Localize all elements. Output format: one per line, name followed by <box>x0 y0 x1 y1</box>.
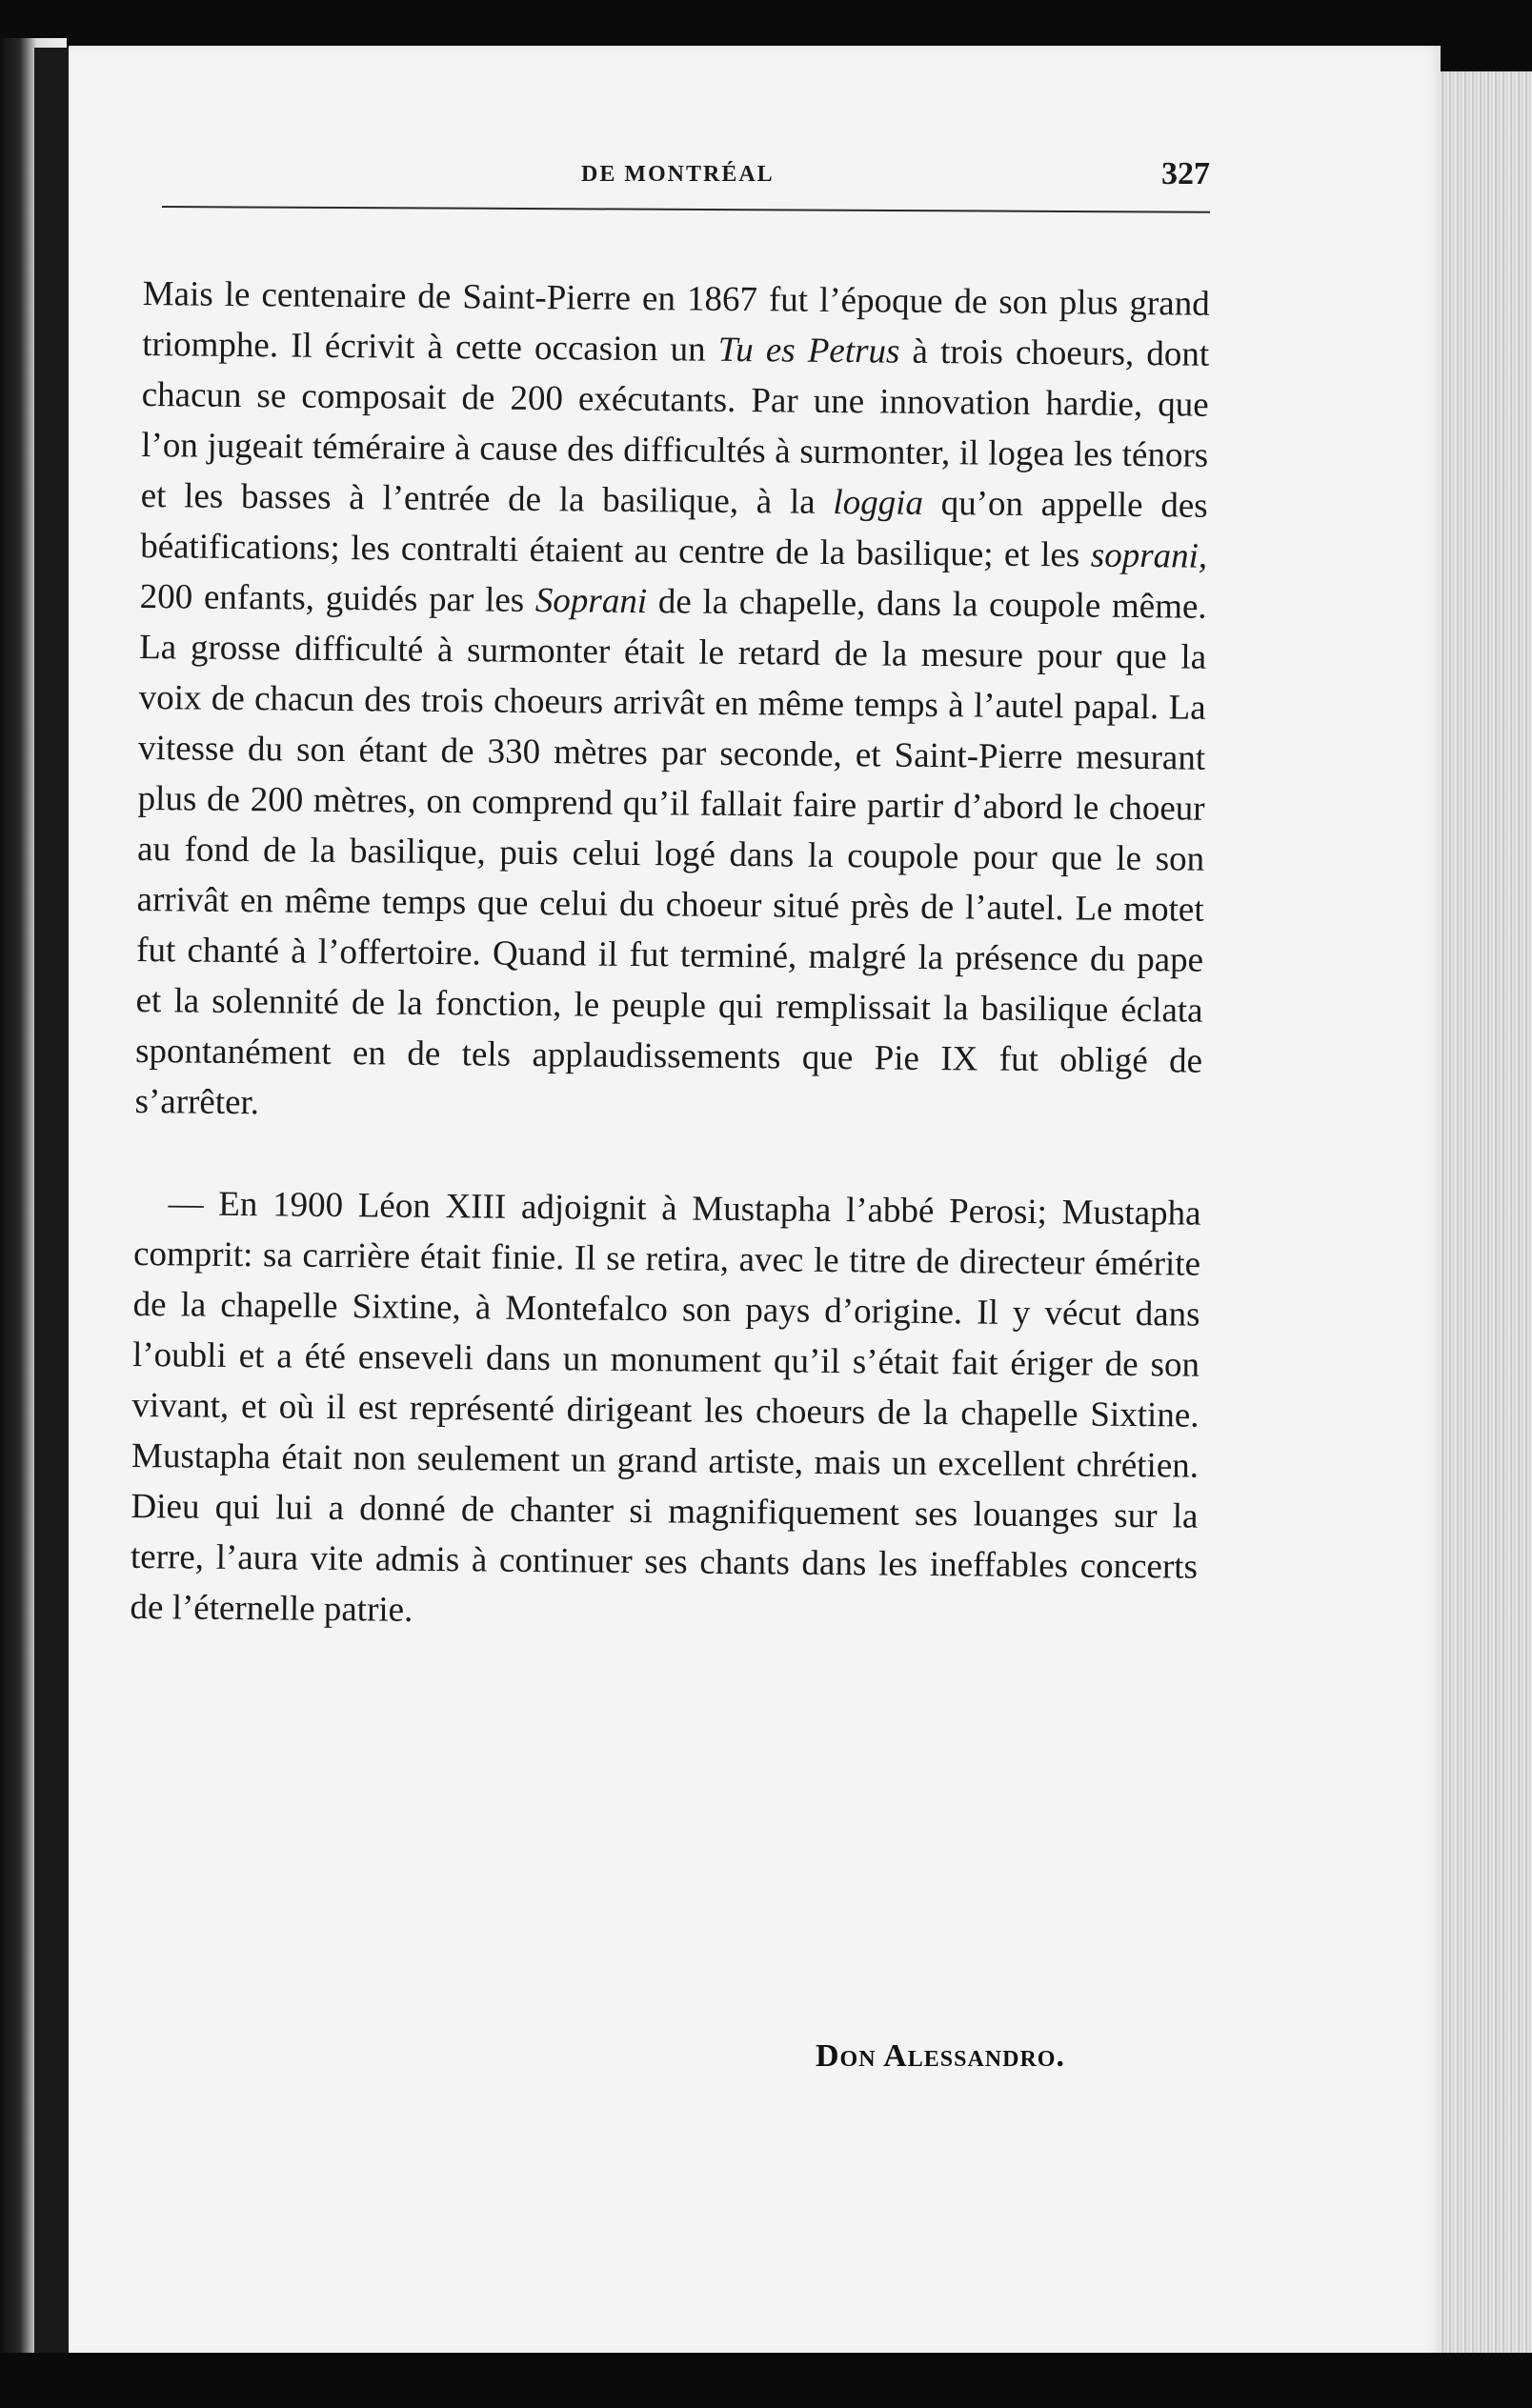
italic-tu-es-petrus: Tu es Petrus <box>717 330 900 371</box>
page-number: 327 <box>1161 156 1210 191</box>
page-header <box>162 152 1210 210</box>
author-signature: Don Alessandro. <box>816 2038 1065 2074</box>
paragraph-1-part-1: Mais le centenaire de Saint-Pierre en 1867 fut l’époque de son plus grand triomphe. Il écrivit à cette occasion un <box>142 273 1210 370</box>
italic-loggia: loggia <box>833 482 924 523</box>
bottom-dark-strip <box>0 2353 1532 2408</box>
paragraph-1 <box>134 269 1210 1137</box>
paragraph-1-part-4: 200 enfants, guidés par les <box>139 576 536 620</box>
paragraph-1-part-2: à trois choeurs, dont chacun se composait de 200 exécutants. Par une innovation hardie, que l’on jugeait téméraire à cause des difficultés à surmonter, il logea les ténors et les basses à l’entrée de la basilique, à la <box>140 331 1210 522</box>
paragraph-1-part-5: de la chapelle, dans la coupole même. La grosse difficulté à surmonter était le retard de la mesure pour que la voix de chacun des trois choeurs arrivât en même temps à l’autel papal. La vitesse du son étant de 330 mètres par seconde, et Saint-Pierre mesurant plus de 200 mètres, on comprend qu’il fallait faire partir d’abord le choeur au fond de la basilique, puis celui logé dans la coupole pour que le son arrivât en même temps que celui du choeur situé près de l’autel. Le motet fut chanté à l’offertoire. Quand il fut terminé, malgré la présence du pape et la solennité de la fonction, le peuple qui remplissait la basilique éclata spontanément en de tels applaudissements que Pie IX fut obligé de s’arrêter. <box>134 582 1207 1123</box>
book-gutter-shadow <box>34 48 72 2353</box>
paragraph-1-part-3: qu’on appelle des béatifications; les contralti étaient au centre de la basilique; et les <box>140 483 1208 575</box>
italic-soprani-capitalized: Soprani <box>534 580 648 622</box>
paragraph-2: — En 1900 Léon XIII adjoignit à Mustapha l’abbé Perosi; Mustapha comprit: sa carrière était finie. Il se retira, avec le titre de directeur émérite de la chapelle Sixtine, à Montefalco son pays d’origine. Il y vécut dans l’oubli et a été enseveli dans un monument qu’il s’était fait ériger de son vivant, et où il est représenté dirigeant les choeurs de la chapelle Sixtine. Mustapha était non seulement un grand artiste, mais un excellent chrétien. Dieu qui lui a donné de chanter si magnifiquement ses louanges sur la terre, l’aura vite admis à continuer ses chants dans les ineffables concerts de l’éternelle patrie. <box>130 1184 1201 1630</box>
running-head: DE MONTRÉAL <box>581 162 775 187</box>
body-text <box>130 269 1210 1643</box>
page-stack-edge <box>1429 71 1532 2386</box>
italic-soprani: soprani, <box>1090 535 1208 576</box>
